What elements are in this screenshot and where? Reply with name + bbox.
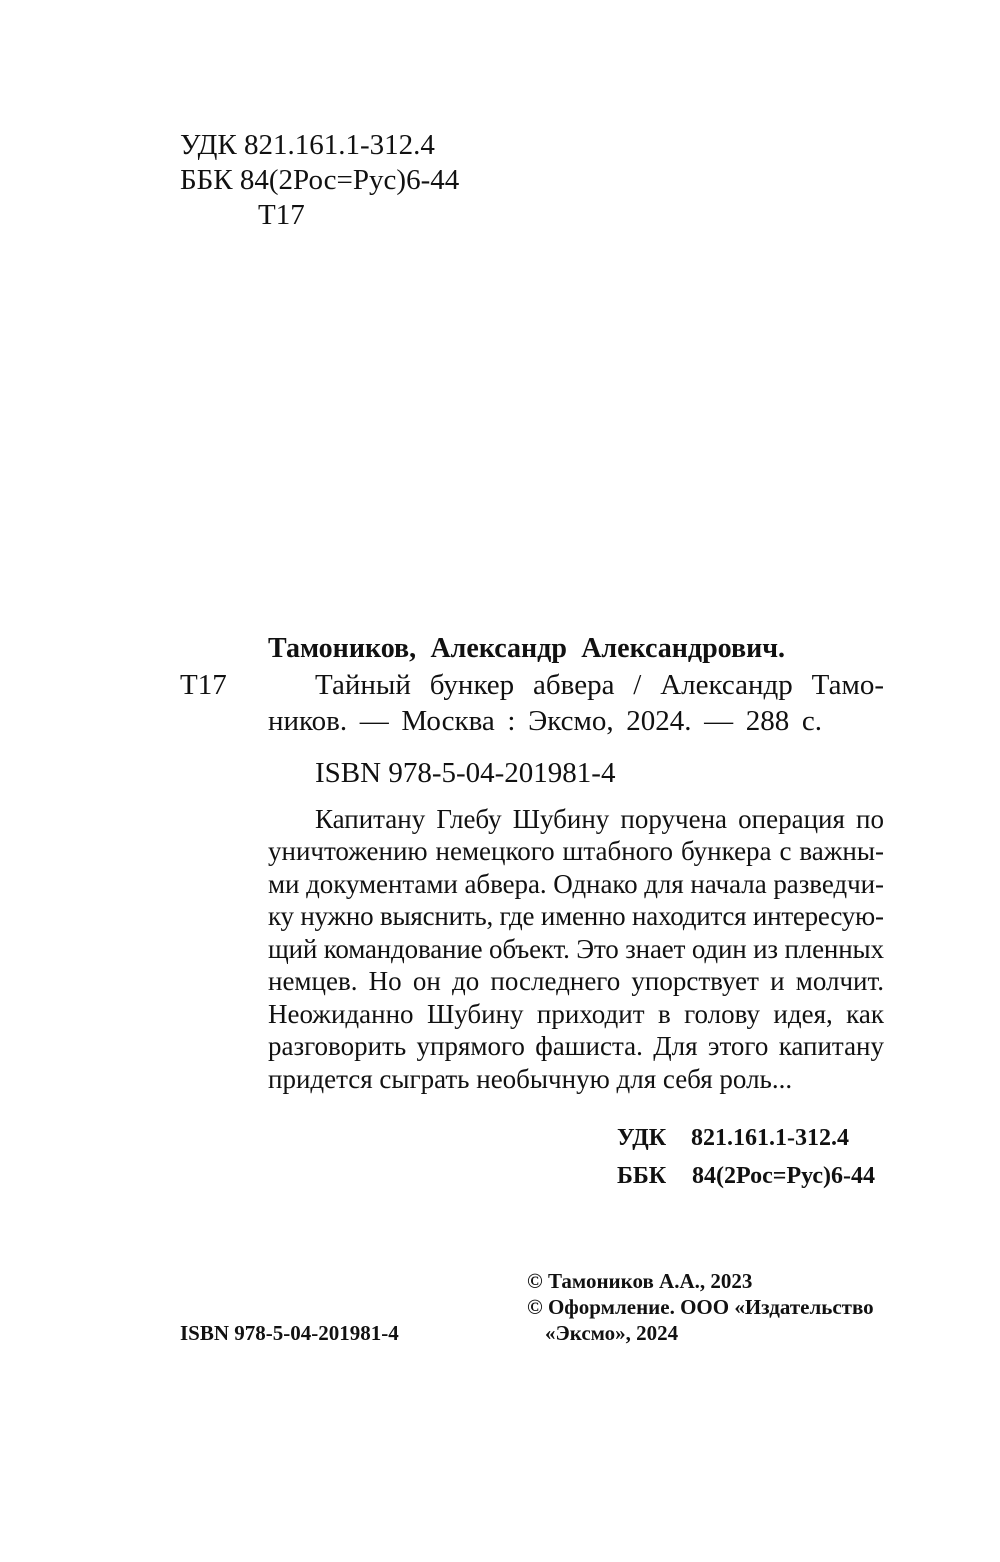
author-code: Т17 bbox=[180, 669, 227, 701]
annotation-line: Неожиданно Шубину приходит в голову идея, как bbox=[268, 999, 884, 1029]
copyright-design: © Оформление. ООО «Издательство bbox=[527, 1295, 874, 1319]
annotation-line: уничтожению немецкого штабного бункера с важны- bbox=[268, 836, 884, 866]
isbn-bottom: ISBN 978-5-04-201981-4 bbox=[180, 1321, 399, 1345]
annotation-line: ку нужно выяснить, где именно находится интересую- bbox=[268, 901, 884, 931]
title-line-2: ников. — Москва : Эксмо, 2024. — 288 с. bbox=[268, 705, 822, 737]
annotation-line: разговорить упрямого фашиста. Для этого капитану bbox=[268, 1031, 884, 1061]
annotation-line: придется сыграть необычную для себя роль... bbox=[268, 1064, 793, 1094]
udk-bottom: УДК 821.161.1-312.4 bbox=[617, 1125, 849, 1151]
annotation-line: Капитану Глебу Шубину поручена операция по bbox=[315, 804, 884, 834]
title-line-1: Тайный бункер абвера / Александр Тамо- bbox=[315, 669, 884, 701]
bbk-top: ББК 84(2Рос=Рус)6-44 bbox=[180, 164, 460, 196]
udk-top: УДК 821.161.1-312.4 bbox=[180, 129, 435, 161]
bbk-bottom: ББК 84(2Рос=Рус)6-44 bbox=[617, 1163, 875, 1189]
copyright-publisher: «Эксмо», 2024 bbox=[545, 1321, 679, 1345]
author-code-top: Т17 bbox=[258, 199, 305, 231]
annotation-line: ми документами абвера. Однако для начала разведчи- bbox=[268, 869, 884, 899]
annotation-line: щий командование объект. Это знает один из пленных bbox=[268, 934, 884, 964]
copyright-author: © Тамоников А.А., 2023 bbox=[527, 1269, 753, 1293]
annotation-line: немцев. Но он до последнего упорствует и молчит. bbox=[268, 966, 884, 996]
isbn-record: ISBN 978-5-04-201981-4 bbox=[315, 757, 616, 789]
author-name: Тамоников, Александр Александрович. bbox=[268, 633, 785, 664]
